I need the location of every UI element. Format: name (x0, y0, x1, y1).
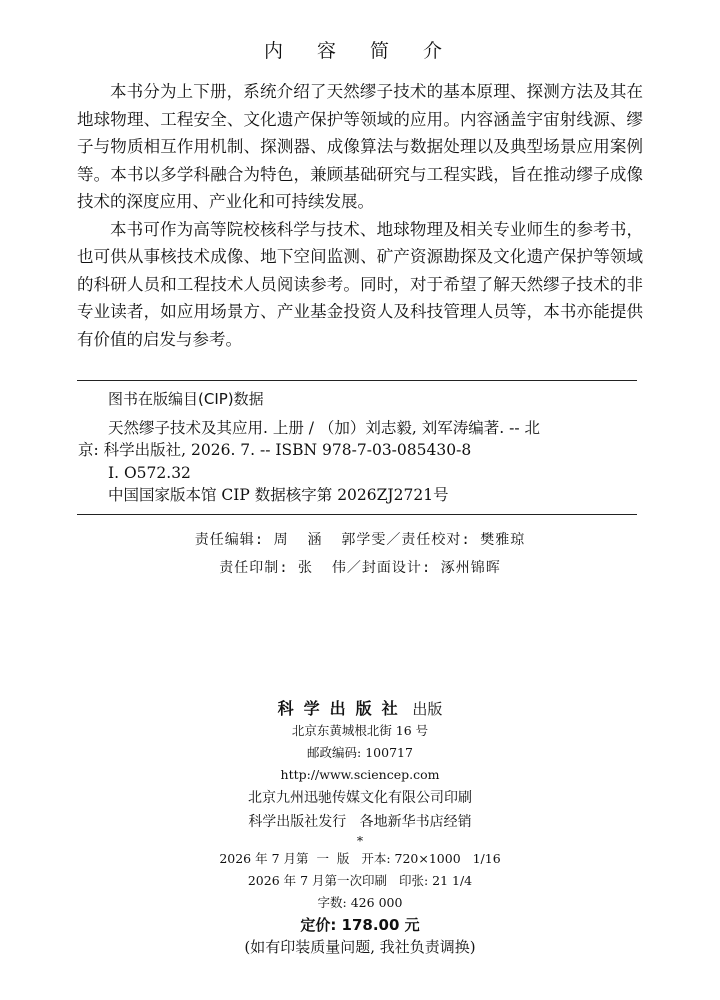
cip-heading: 图书在版编目(CIP)数据 (108, 390, 264, 408)
publisher-postcode: 邮政编码: 100717 (307, 745, 413, 760)
publisher-address: 北京东黄城根北街 16 号 (291, 723, 429, 738)
publisher-url: http://www.sciencep.com (280, 767, 440, 782)
cip-top-rule (77, 380, 637, 381)
price: 定价: 178.00 元 (300, 916, 420, 934)
cip-line-1: 天然缪子技术及其应用. 上册 / （加）刘志毅, 刘军涛编著. -- 北 (108, 418, 541, 437)
printer: 北京九州迅驰传媒文化有限公司印刷 (248, 790, 472, 806)
printing-info: 2026 年 7 月第一次印刷 印张: 21 1/4 (247, 873, 473, 888)
intro-section (77, 78, 643, 353)
quality-note: (如有印装质量问题, 我社负责调换) (244, 938, 476, 956)
distribution: 科学出版社发行 各地新华书店经销 (248, 814, 472, 830)
word-count: 字数: 426 000 (317, 895, 403, 910)
credits-line-1: 责任编辑: 周 涵 郭学雯／责任校对: 樊雅琼 (194, 532, 526, 548)
edition-info: 2026 年 7 月第 一 版 开本: 720×1000 1/16 (219, 851, 501, 866)
separator-star: * (356, 833, 364, 848)
cip-line-4: 中国国家版本馆 CIP 数据核字第 2026ZJ2721号 (108, 486, 449, 504)
credits (0, 526, 720, 582)
publisher-block (0, 698, 720, 958)
cip-block (78, 388, 640, 507)
cip-line-3: I. O572.32 (108, 463, 191, 482)
publisher-logo: 科学出版社 (277, 699, 408, 718)
cip-line-2: 京: 科学出版社, 2026. 7. -- ISBN 978-7-03-085430-8 (78, 441, 472, 459)
intro-paragraph-1: 本书分为上下册，系统介绍了天然缪子技术的基本原理、探测方法及其在地球物理、工程安全、文化遗产保护等领域的应用。内容涵盖宇宙射线源、缪子与物质相互作用机制、探测器、成像算法与数据处理以及典型场景应用案例等。本书以多学科融合为特色，兼顾基础研究与工程实践，旨在推动缪子成像技术的深度应用、产业化和可持续发展。 (77, 82, 643, 211)
publisher-suffix: 出版 (412, 700, 443, 718)
intro-paragraph-2: 本书可作为高等院校核科学与技术、地球物理及相关专业师生的参考书，也可供从事核技术成像、地下空间监测、矿产资源勘探及文化遗产保护等领域的科研人员和工程技术人员阅读参考。同时，对于希望了解天然缪子技术的非专业读者，如应用场景方、产业基金投资人及科技管理人员等，本书亦能提供有价值的启发与参考。 (77, 219, 643, 349)
page-title: 内 容 简 介 (263, 40, 457, 62)
cip-bottom-rule (77, 514, 637, 515)
credits-line-2: 责任印制: 张 伟／封面设计: 涿州锦晖 (219, 560, 501, 576)
